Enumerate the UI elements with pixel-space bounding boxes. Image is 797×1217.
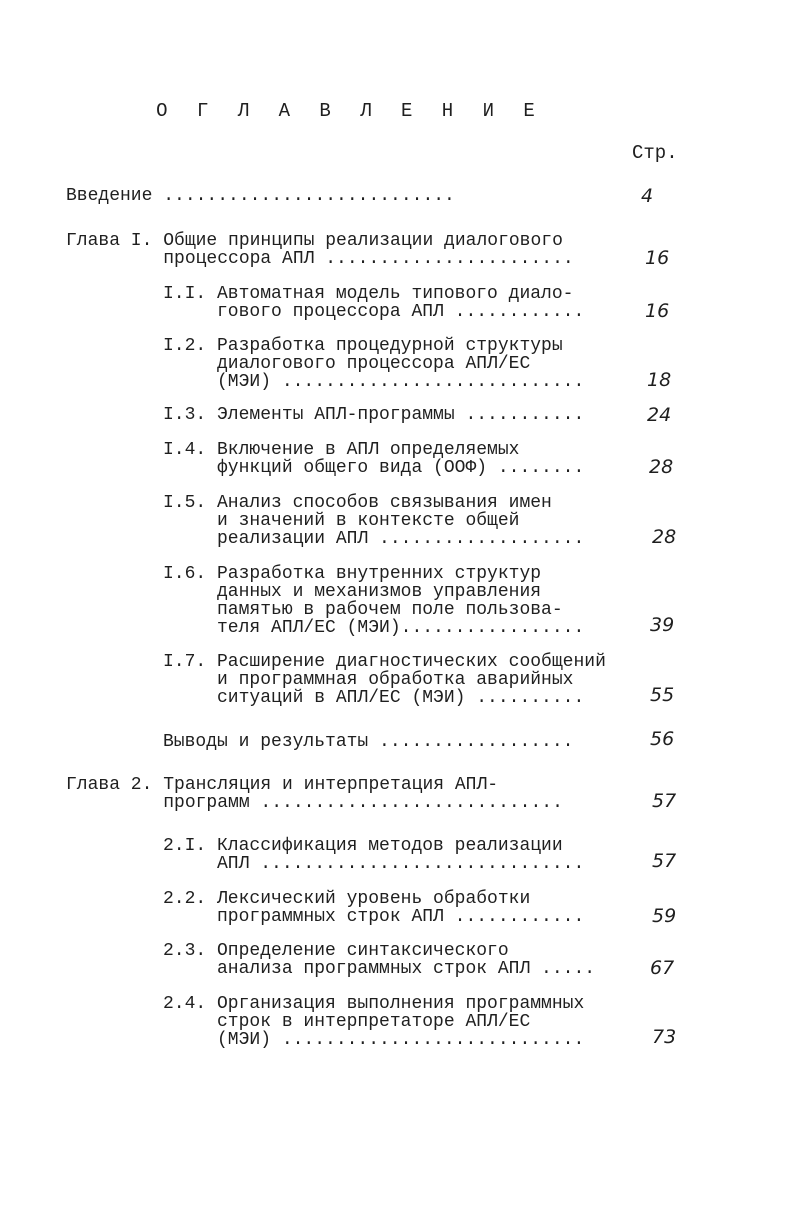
toc-entry-section-2-4 <box>163 995 584 1049</box>
toc-entry-line: реализации АПЛ ................... <box>163 529 585 549</box>
toc-entry-section-1-4 <box>163 441 584 477</box>
toc-entry-section-1-1 <box>163 285 584 321</box>
toc-entry-line: Глава 2. Трансляция и интерпретация АПЛ- <box>66 775 499 795</box>
toc-entry-line: 2.3. Определение синтаксического <box>163 941 509 961</box>
toc-entry-section-2-1 <box>163 837 584 873</box>
toc-entry-line: 2.I. Классификация методов реализации <box>163 836 563 856</box>
toc-entry-line: программ ............................ <box>66 793 563 813</box>
toc-page-number: 16 <box>645 247 670 269</box>
toc-page-number: 57 <box>652 850 677 872</box>
toc-page-number: 28 <box>649 456 674 478</box>
toc-page-number: 4 <box>641 185 654 207</box>
toc-page-number: 57 <box>652 790 677 812</box>
toc-entry-chapter-2 <box>66 776 563 812</box>
toc-entry-section-1-2 <box>163 337 584 391</box>
toc-entry-line: I.6. Разработка внутренних структур <box>163 564 542 584</box>
toc-entry-line: 2.4. Организация выполнения программных <box>163 994 585 1014</box>
toc-entry-line: Глава I. Общие принципы реализации диалогового <box>66 231 563 251</box>
toc-entry-line: (МЭИ) ............................ <box>163 1030 585 1050</box>
toc-entry-line: строк в интерпретаторе АПЛ/ЕС <box>163 1012 531 1032</box>
toc-page-number: 56 <box>650 728 675 750</box>
toc-entry-line: ситуаций в АПЛ/ЕС (МЭИ) .......... <box>163 688 585 708</box>
toc-page-number: 67 <box>650 957 675 979</box>
toc-page-number: 24 <box>647 404 672 426</box>
toc-entry-line: I.3. Элементы АПЛ-программы ........... <box>163 405 585 425</box>
toc-entry-line: диалогового процессора АПЛ/ЕС <box>163 354 531 374</box>
page-column-label: Стр. <box>632 142 678 164</box>
toc-entry-line: и значений в контексте общей <box>163 511 520 531</box>
toc-entry-section-1-6 <box>163 565 584 637</box>
toc-entry-line: гового процессора АПЛ ............ <box>163 302 585 322</box>
toc-entry-line: программных строк АПЛ ............ <box>163 907 585 927</box>
toc-entry-conclusions <box>163 733 573 751</box>
toc-entry-chapter-1 <box>66 232 574 268</box>
toc-page-number: 73 <box>652 1026 677 1048</box>
toc-entry-line: I.I. Автоматная модель типового диало- <box>163 284 574 304</box>
toc-entry-line: 2.2. Лексический уровень обработки <box>163 889 531 909</box>
toc-entry-line: Введение ........................... <box>66 186 455 206</box>
toc-entry-line: I.4. Включение в АПЛ определяемых <box>163 440 520 460</box>
toc-entry-line: (МЭИ) ............................ <box>163 372 585 392</box>
toc-entry-section-1-3 <box>163 406 584 424</box>
toc-entry-line: анализа программных строк АПЛ ..... <box>163 959 596 979</box>
toc-page-number: 18 <box>647 369 672 391</box>
toc-entry-line: данных и механизмов управления <box>163 582 542 602</box>
toc-entry-line: I.5. Анализ способов связывания имен <box>163 493 552 513</box>
toc-entry-line: АПЛ .............................. <box>163 854 585 874</box>
toc-entry-line: I.2. Разработка процедурной структуры <box>163 336 563 356</box>
page-title: О Г Л А В Л Е Н И Е <box>156 100 544 122</box>
toc-entry-line: I.7. Расширение диагностических сообщений <box>163 652 606 672</box>
toc-entry-line: памятью в рабочем поле пользова- <box>163 600 563 620</box>
toc-page-number: 55 <box>650 684 675 706</box>
toc-entry-section-1-5 <box>163 494 584 548</box>
toc-page-number: 39 <box>650 614 675 636</box>
toc-page-number: 28 <box>652 526 677 548</box>
toc-entry-section-2-2 <box>163 890 584 926</box>
toc-entry-line: функций общего вида (ООФ) ........ <box>163 458 585 478</box>
toc-entry-line: процессора АПЛ ....................... <box>66 249 574 269</box>
toc-entry-introduction <box>66 187 455 205</box>
toc-page-number: 16 <box>645 300 670 322</box>
toc-entry-line: Выводы и результаты .................. <box>163 732 574 752</box>
toc-entry-line: теля АПЛ/ЕС (МЭИ)................. <box>163 618 585 638</box>
toc-entry-line: и программная обработка аварийных <box>163 670 574 690</box>
toc-page-number: 59 <box>652 905 677 927</box>
toc-entry-section-1-7 <box>163 653 606 707</box>
toc-entry-section-2-3 <box>163 942 595 978</box>
